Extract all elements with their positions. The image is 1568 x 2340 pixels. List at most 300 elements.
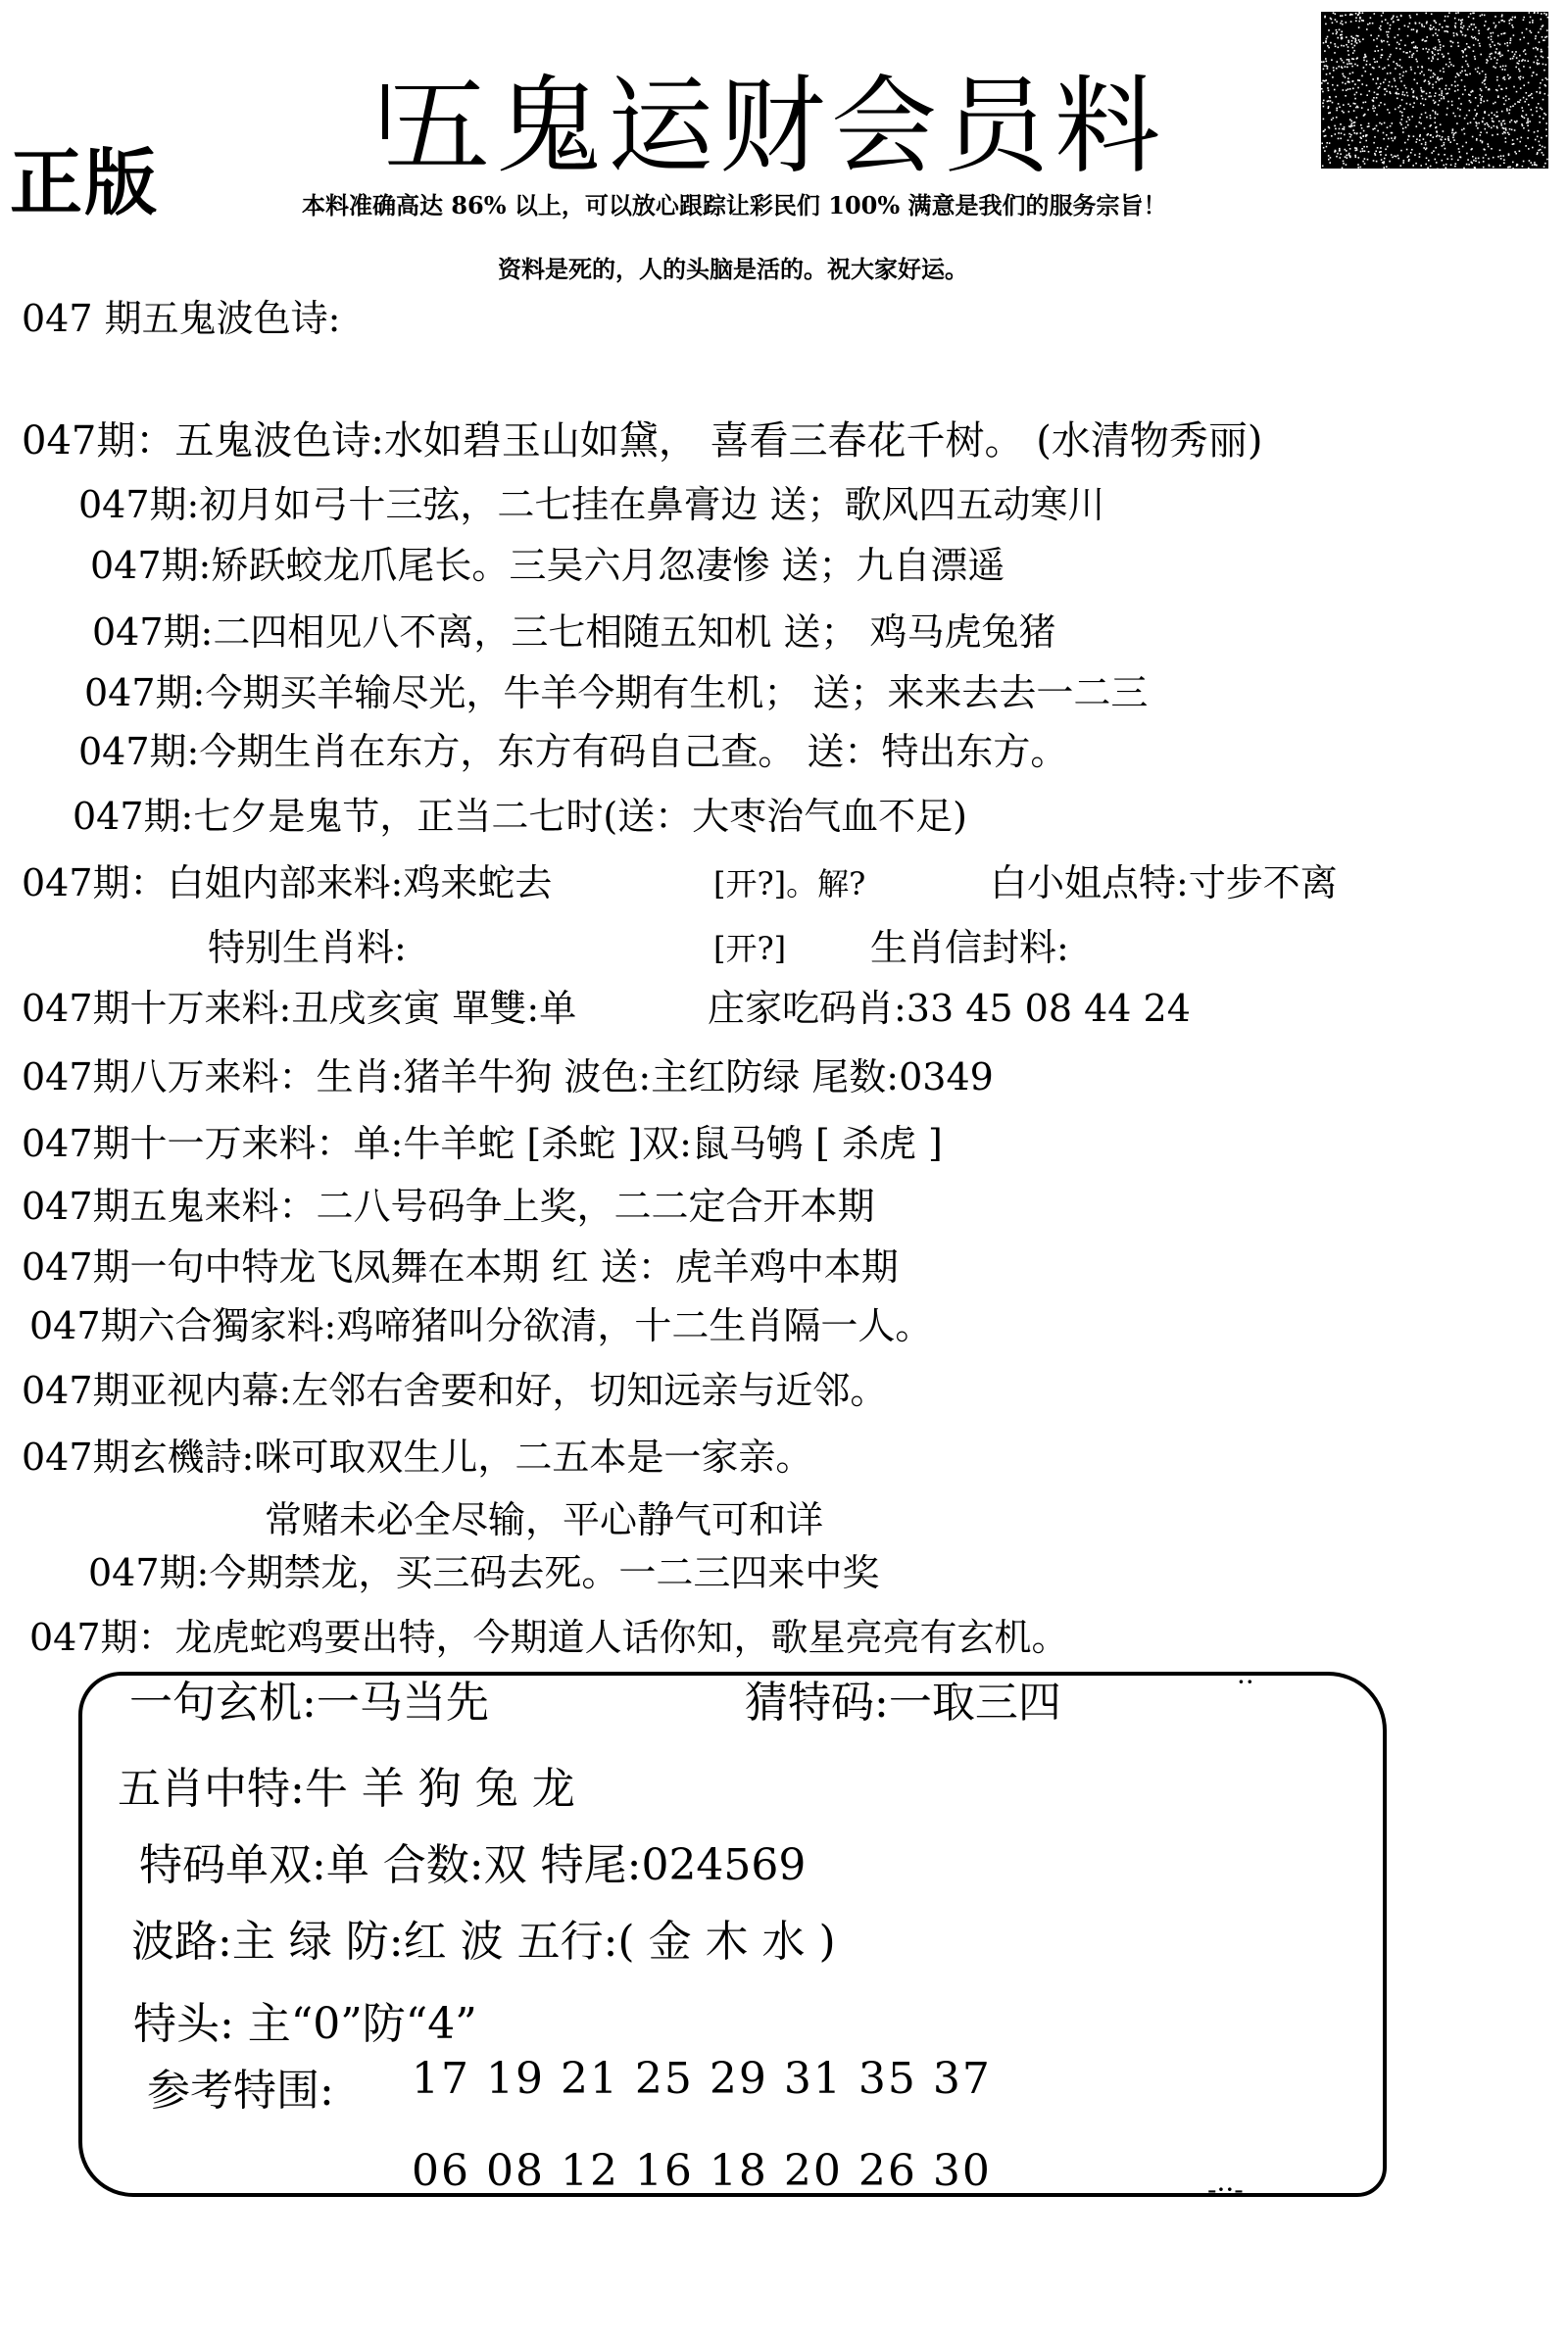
noise-speck — [1396, 156, 1397, 158]
noise-speck — [1353, 59, 1355, 61]
noise-speck — [1439, 135, 1441, 137]
noise-speck — [1523, 84, 1525, 86]
noise-speck — [1427, 134, 1429, 136]
noise-speck — [1360, 94, 1362, 96]
noise-speck — [1406, 121, 1408, 122]
noise-speck — [1389, 27, 1391, 29]
noise-speck — [1499, 165, 1501, 167]
noise-speck — [1361, 127, 1363, 129]
noise-speck — [1348, 125, 1350, 127]
noise-speck — [1547, 95, 1548, 97]
noise-speck — [1390, 73, 1392, 74]
noise-speck — [1484, 123, 1486, 125]
line-heading: 047 期五鬼波色诗: — [22, 297, 341, 340]
noise-speck — [1348, 41, 1350, 43]
noise-speck — [1501, 15, 1503, 17]
noise-speck — [1507, 74, 1509, 76]
noise-speck — [1382, 69, 1384, 71]
noise-speck — [1464, 118, 1466, 120]
noise-speck — [1499, 44, 1501, 46]
noise-speck — [1415, 141, 1417, 143]
noise-speck — [1475, 97, 1477, 99]
noise-speck — [1494, 16, 1496, 18]
noise-speck — [1388, 138, 1390, 140]
noise-speck — [1504, 32, 1506, 34]
noise-speck — [1360, 132, 1362, 134]
noise-speck — [1348, 46, 1349, 48]
noise-speck — [1416, 47, 1418, 49]
noise-speck — [1472, 91, 1474, 93]
noise-speck — [1342, 168, 1344, 170]
noise-speck — [1350, 134, 1352, 136]
noise-speck — [1512, 168, 1514, 169]
noise-speck — [1457, 108, 1459, 110]
noise-speck — [1525, 145, 1527, 147]
noise-speck — [1343, 89, 1345, 91]
noise-speck — [1444, 144, 1446, 146]
noise-speck — [1457, 160, 1459, 162]
noise-speck — [1324, 50, 1326, 52]
noise-speck — [1365, 71, 1367, 73]
noise-speck — [1357, 87, 1359, 89]
noise-speck — [1489, 125, 1491, 127]
noise-speck — [1529, 121, 1531, 122]
noise-speck — [1401, 94, 1403, 96]
noise-speck — [1435, 101, 1437, 103]
noise-speck — [1500, 158, 1502, 160]
noise-speck — [1475, 26, 1477, 28]
noise-speck — [1544, 166, 1545, 168]
noise-speck — [1537, 60, 1539, 62]
noise-speck — [1355, 21, 1357, 23]
noise-speck — [1357, 79, 1359, 81]
noise-speck — [1416, 98, 1418, 100]
noise-speck — [1432, 87, 1434, 89]
noise-speck — [1339, 150, 1341, 152]
noise-speck — [1493, 167, 1494, 169]
noise-speck — [1461, 79, 1463, 81]
noise-speck — [1428, 70, 1430, 72]
noise-speck — [1344, 126, 1346, 128]
noise-speck — [1529, 22, 1531, 24]
noise-speck — [1383, 12, 1385, 14]
noise-speck — [1390, 54, 1392, 56]
noise-speck — [1483, 167, 1485, 169]
noise-speck — [1392, 122, 1394, 124]
noise-speck — [1343, 163, 1345, 165]
noise-speck — [1407, 26, 1409, 28]
noise-speck — [1322, 102, 1324, 104]
noise-speck — [1532, 165, 1534, 167]
noise-speck — [1482, 71, 1484, 73]
line-80k: 047期八万来料：生肖:猪羊牛狗 波色:主红防绿 尾数:0349 — [22, 1055, 994, 1098]
noise-speck — [1330, 42, 1332, 44]
noise-speck — [1523, 97, 1525, 99]
noise-speck — [1419, 23, 1421, 24]
noise-speck — [1484, 111, 1486, 113]
noise-speck — [1472, 156, 1474, 158]
noise-speck — [1423, 138, 1425, 140]
noise-speck — [1376, 114, 1378, 116]
noise-speck — [1327, 82, 1329, 84]
page-title: 五鬼运财会员料 — [384, 66, 1167, 188]
noise-speck — [1406, 52, 1408, 54]
noise-speck — [1403, 51, 1405, 53]
noise-speck — [1408, 156, 1410, 158]
noise-speck — [1474, 56, 1476, 58]
noise-speck — [1351, 14, 1353, 16]
noise-speck — [1399, 48, 1401, 50]
noise-speck — [1337, 85, 1339, 87]
noise-speck — [1440, 49, 1442, 51]
noise-speck — [1442, 145, 1444, 147]
noise-speck — [1328, 108, 1330, 110]
noise-speck — [1499, 53, 1501, 55]
noise-speck — [1458, 151, 1460, 153]
noise-speck — [1339, 29, 1341, 31]
noise-speck — [1408, 159, 1410, 161]
noise-speck — [1462, 27, 1464, 29]
noise-speck — [1425, 142, 1427, 144]
noise-speck — [1495, 116, 1497, 118]
noise-speck — [1484, 15, 1486, 17]
noise-speck — [1326, 65, 1328, 67]
noise-speck — [1474, 167, 1476, 169]
noise-speck — [1430, 140, 1432, 142]
noise-speck — [1415, 163, 1417, 165]
noise-speck — [1504, 123, 1506, 125]
noise-speck — [1362, 161, 1364, 163]
noise-speck — [1536, 73, 1538, 75]
noise-speck — [1471, 36, 1473, 38]
noise-speck — [1374, 127, 1376, 129]
noise-speck — [1384, 88, 1386, 90]
noise-speck — [1349, 136, 1351, 138]
noise-speck — [1504, 69, 1506, 71]
noise-speck — [1363, 57, 1365, 59]
noise-speck — [1416, 97, 1418, 99]
noise-speck — [1484, 24, 1486, 26]
noise-speck — [1480, 88, 1482, 90]
noise-speck — [1372, 100, 1374, 102]
noise-speck — [1515, 51, 1517, 53]
noise-speck — [1351, 140, 1353, 142]
noise-speck — [1490, 44, 1492, 46]
noise-speck — [1358, 39, 1360, 41]
noise-speck — [1506, 108, 1508, 110]
noise-speck — [1363, 130, 1365, 132]
noise-speck — [1445, 30, 1446, 32]
noise-speck — [1335, 150, 1337, 152]
noise-speck — [1529, 160, 1531, 162]
noise-speck — [1450, 165, 1452, 167]
noise-speck — [1364, 163, 1366, 165]
noise-speck — [1510, 58, 1512, 60]
noise-speck — [1348, 61, 1350, 63]
noise-speck — [1347, 157, 1348, 159]
noise-speck — [1458, 45, 1460, 47]
noise-speck — [1419, 156, 1421, 158]
noise-speck — [1334, 125, 1336, 127]
box-wave: 波路:主 绿 防:红 波 五行:( 金 木 水 ) — [131, 1917, 836, 1967]
noise-speck — [1471, 24, 1473, 25]
noise-speck — [1374, 62, 1376, 64]
noise-speck — [1324, 135, 1326, 137]
noise-speck — [1491, 112, 1493, 114]
noise-speck — [1430, 124, 1432, 126]
noise-speck — [1486, 132, 1488, 134]
noise-speck — [1343, 62, 1345, 64]
noise-speck — [1354, 94, 1356, 96]
noise-speck — [1333, 118, 1335, 120]
noise-speck — [1363, 67, 1365, 69]
noise-speck — [1472, 136, 1474, 138]
noise-speck — [1458, 148, 1460, 150]
noise-speck — [1479, 45, 1481, 47]
noise-speck — [1415, 59, 1417, 61]
noise-speck — [1434, 54, 1436, 56]
noise-speck — [1519, 141, 1521, 143]
noise-speck — [1396, 16, 1398, 18]
noise-speck — [1406, 103, 1408, 105]
noise-speck — [1348, 133, 1350, 135]
noise-speck — [1358, 26, 1360, 28]
noise-speck — [1435, 127, 1437, 129]
noise-speck — [1348, 153, 1350, 155]
noise-speck — [1541, 13, 1543, 15]
noise-speck — [1543, 64, 1544, 66]
noise-speck — [1340, 23, 1342, 24]
noise-speck — [1374, 92, 1376, 94]
noise-speck — [1350, 121, 1352, 122]
noise-speck — [1353, 124, 1355, 126]
noise-speck — [1341, 31, 1343, 33]
noise-speck — [1491, 148, 1493, 150]
noise-speck — [1365, 134, 1367, 136]
noise-speck — [1354, 103, 1356, 105]
noise-speck — [1469, 100, 1471, 102]
noise-speck — [1348, 104, 1349, 106]
noise-speck — [1321, 61, 1323, 63]
noise-speck — [1400, 150, 1402, 152]
noise-speck — [1446, 114, 1448, 116]
noise-speck — [1521, 123, 1523, 125]
line-text: 047期:二四相见八不离，三七相随五知机 送； 鸡马虎兔猪 — [92, 610, 1056, 654]
noise-speck — [1333, 70, 1335, 72]
noise-speck — [1544, 39, 1545, 41]
noise-speck — [1430, 76, 1432, 78]
noise-speck — [1404, 94, 1406, 96]
noise-speck — [1399, 77, 1401, 79]
noise-speck — [1401, 99, 1403, 101]
noise-speck — [1397, 20, 1399, 22]
noise-speck — [1377, 94, 1379, 96]
noise-speck — [1403, 72, 1405, 73]
noise-speck — [1520, 39, 1522, 41]
noise-speck — [1339, 107, 1341, 109]
noise-speck — [1546, 36, 1548, 38]
noise-speck — [1425, 164, 1427, 166]
noise-speck — [1353, 110, 1355, 112]
noise-speck — [1329, 127, 1331, 129]
noise-speck — [1377, 130, 1379, 132]
noise-speck — [1400, 16, 1402, 18]
noise-speck — [1345, 66, 1347, 68]
speck-mark: ·· — [1237, 1666, 1254, 1698]
noise-speck — [1452, 113, 1454, 115]
noise-speck — [1505, 127, 1507, 129]
noise-speck — [1388, 65, 1390, 67]
noise-speck — [1397, 158, 1399, 160]
line-one-sentence: 047期一句中特龙飞凤舞在本期 红 送：虎羊鸡中本期 — [22, 1245, 899, 1289]
noise-speck — [1374, 153, 1376, 155]
noise-speck — [1529, 30, 1531, 32]
noise-speck — [1342, 128, 1344, 130]
noise-speck — [1415, 23, 1417, 24]
noise-speck — [1518, 60, 1520, 62]
noise-speck — [1529, 12, 1531, 14]
noise-speck — [1433, 150, 1435, 152]
noise-speck — [1519, 78, 1521, 80]
noise-speck — [1466, 43, 1468, 45]
noise-speck — [1452, 128, 1454, 130]
noise-speck — [1446, 108, 1448, 110]
noise-speck — [1333, 67, 1335, 69]
noise-speck — [1464, 133, 1466, 135]
noise-speck — [1387, 146, 1389, 148]
noise-speck — [1484, 83, 1486, 85]
noise-speck — [1333, 12, 1335, 14]
noise-speck — [1488, 37, 1490, 39]
noise-speck — [1545, 64, 1547, 66]
noise-speck — [1528, 82, 1530, 84]
noise-speck — [1375, 154, 1377, 156]
noise-speck — [1480, 102, 1482, 104]
noise-speck — [1413, 41, 1415, 43]
noise-speck — [1359, 142, 1361, 144]
noise-speck — [1472, 13, 1474, 15]
noise-speck — [1398, 43, 1400, 45]
noise-speck — [1374, 136, 1376, 138]
noise-speck — [1442, 26, 1444, 28]
noise-speck — [1539, 87, 1541, 89]
noise-speck — [1414, 73, 1416, 74]
noise-speck — [1357, 65, 1359, 67]
noise-speck — [1475, 122, 1477, 123]
noise-speck — [1434, 95, 1436, 97]
noise-speck — [1440, 139, 1442, 141]
noise-speck — [1406, 149, 1408, 151]
noise-speck — [1494, 26, 1496, 28]
noise-speck — [1346, 164, 1348, 166]
noise-speck — [1435, 159, 1437, 161]
noise-speck — [1460, 26, 1462, 28]
noise-speck — [1434, 21, 1436, 23]
noise-speck — [1349, 148, 1351, 150]
noise-speck — [1354, 41, 1356, 43]
noise-speck — [1435, 92, 1437, 94]
noise-speck — [1501, 124, 1503, 126]
noise-speck — [1492, 134, 1494, 136]
noise-speck — [1514, 151, 1516, 153]
noise-speck — [1462, 146, 1464, 148]
noise-speck — [1525, 53, 1527, 55]
noise-speck — [1493, 32, 1494, 34]
noise-speck — [1439, 94, 1441, 96]
noise-speck — [1426, 158, 1428, 160]
noise-speck — [1380, 102, 1382, 104]
noise-speck — [1433, 48, 1435, 50]
noise-speck — [1509, 42, 1511, 44]
noise-speck — [1501, 55, 1503, 57]
noise-speck — [1521, 32, 1523, 34]
noise-speck — [1414, 154, 1416, 156]
noise-speck — [1354, 155, 1356, 157]
noise-speck — [1536, 165, 1538, 167]
noise-speck — [1467, 122, 1469, 124]
noise-speck — [1494, 125, 1495, 127]
noise-speck — [1354, 83, 1356, 85]
noise-speck — [1336, 117, 1338, 119]
noise-speck — [1479, 162, 1481, 164]
noise-speck — [1446, 164, 1447, 166]
noise-speck — [1349, 88, 1351, 90]
noise-speck — [1534, 131, 1536, 133]
noise-speck — [1509, 122, 1511, 123]
noise-speck — [1416, 31, 1418, 33]
noise-speck — [1430, 134, 1432, 136]
noise-speck — [1542, 25, 1544, 27]
noise-speck — [1466, 164, 1468, 166]
noise-speck — [1436, 136, 1438, 138]
noise-speck — [1405, 71, 1407, 73]
noise-speck — [1514, 129, 1516, 131]
noise-speck — [1541, 137, 1543, 139]
noise-speck — [1384, 158, 1386, 160]
noise-speck — [1361, 148, 1363, 150]
noise-speck — [1350, 63, 1352, 65]
noise-speck — [1473, 160, 1475, 162]
noise-speck — [1329, 142, 1331, 144]
noise-speck — [1347, 64, 1348, 66]
noise-speck — [1351, 43, 1353, 45]
noise-speck — [1439, 41, 1441, 43]
noise-speck — [1451, 159, 1453, 161]
noise-speck — [1420, 165, 1422, 167]
noise-speck — [1435, 122, 1437, 123]
noise-speck — [1436, 131, 1438, 133]
noise-speck — [1408, 135, 1410, 137]
noise-speck — [1543, 118, 1544, 120]
noise-speck — [1503, 163, 1505, 165]
noise-speck — [1482, 82, 1484, 84]
box-head: 特头: 主“0”防“4” — [133, 1999, 477, 2049]
noise-speck — [1474, 109, 1476, 111]
noise-speck — [1368, 151, 1370, 153]
noise-speck — [1544, 93, 1546, 95]
noise-speck — [1413, 28, 1415, 30]
noise-speck — [1520, 99, 1522, 101]
noise-speck — [1491, 53, 1493, 55]
noise-speck — [1356, 35, 1358, 37]
noise-speck — [1432, 53, 1434, 55]
noise-speck — [1470, 91, 1472, 93]
noise-speck — [1340, 138, 1342, 140]
noise-speck — [1532, 75, 1534, 77]
noise-speck — [1502, 66, 1504, 68]
noise-speck — [1389, 56, 1391, 58]
noise-speck — [1508, 133, 1510, 135]
